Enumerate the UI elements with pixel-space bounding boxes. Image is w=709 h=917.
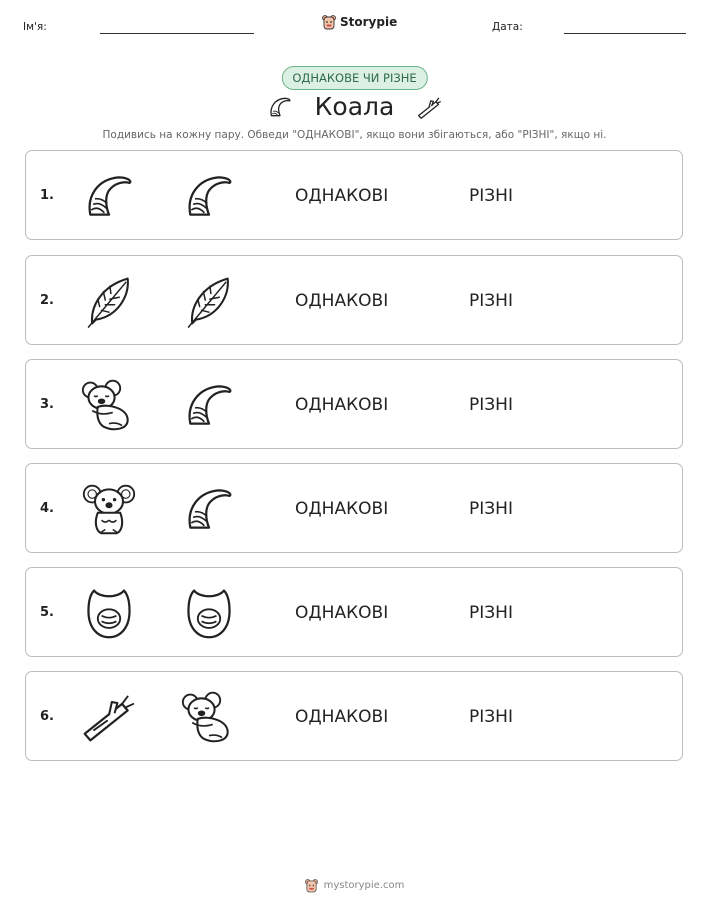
footer: [0, 878, 709, 893]
claw-icon: [181, 481, 237, 537]
question-row-1: [25, 150, 683, 240]
leaf-icon: [181, 273, 237, 329]
storypie-logo-icon: [305, 878, 318, 893]
same-option[interactable]: ОДНАКОВІ: [295, 707, 389, 727]
different-option[interactable]: РІЗНІ: [469, 499, 513, 519]
branch-icon: [414, 94, 444, 120]
claw-icon: [81, 168, 137, 224]
branch-icon: [81, 689, 137, 745]
question-number: 3.: [40, 397, 54, 412]
pouch-icon: [81, 585, 137, 641]
brand-logo: [322, 14, 397, 30]
different-option[interactable]: РІЗНІ: [469, 707, 513, 727]
same-option[interactable]: ОДНАКОВІ: [295, 499, 389, 519]
different-option[interactable]: РІЗНІ: [469, 603, 513, 623]
name-field-line[interactable]: [100, 33, 254, 34]
question-number: 6.: [40, 709, 54, 724]
date-field-line[interactable]: [564, 33, 686, 34]
koala-sleeping-icon: [81, 377, 137, 433]
question-row-5: [25, 567, 683, 657]
instructions: Подивись на кожну пару. Обведи "ОДНАКОВІ", якщо вони збігаються, або "РІЗНІ", якщо ні.: [102, 129, 607, 141]
same-option[interactable]: ОДНАКОВІ: [295, 395, 389, 415]
different-option[interactable]: РІЗНІ: [469, 395, 513, 415]
pouch-icon: [181, 585, 237, 641]
title-row: [0, 92, 709, 121]
same-option[interactable]: ОДНАКОВІ: [295, 603, 389, 623]
footer-url[interactable]: mystorypie.com: [323, 880, 405, 891]
same-option[interactable]: ОДНАКОВІ: [295, 186, 389, 206]
koala-sitting-icon: [81, 481, 137, 537]
different-option[interactable]: РІЗНІ: [469, 291, 513, 311]
date-label: Дата:: [492, 21, 523, 33]
same-option[interactable]: ОДНАКОВІ: [295, 291, 389, 311]
question-number: 2.: [40, 293, 54, 308]
storypie-logo-icon: [322, 14, 336, 30]
question-number: 1.: [40, 188, 54, 203]
question-row-3: [25, 359, 683, 449]
question-row-4: [25, 463, 683, 553]
claw-icon: [181, 377, 237, 433]
question-row-6: [25, 671, 683, 761]
question-number: 4.: [40, 501, 54, 516]
claw-icon: [181, 168, 237, 224]
claw-icon: [265, 94, 295, 120]
koala-sleeping-icon: [181, 689, 237, 745]
brand-name: Storypie: [340, 15, 398, 29]
worksheet-type-badge: ОДНАКОВЕ ЧИ РІЗНЕ: [281, 66, 427, 90]
leaf-icon: [81, 273, 137, 329]
question-row-2: [25, 255, 683, 345]
name-label: Ім'я:: [23, 21, 47, 33]
page-title: Коала: [314, 92, 395, 121]
different-option[interactable]: РІЗНІ: [469, 186, 513, 206]
question-number: 5.: [40, 605, 54, 620]
